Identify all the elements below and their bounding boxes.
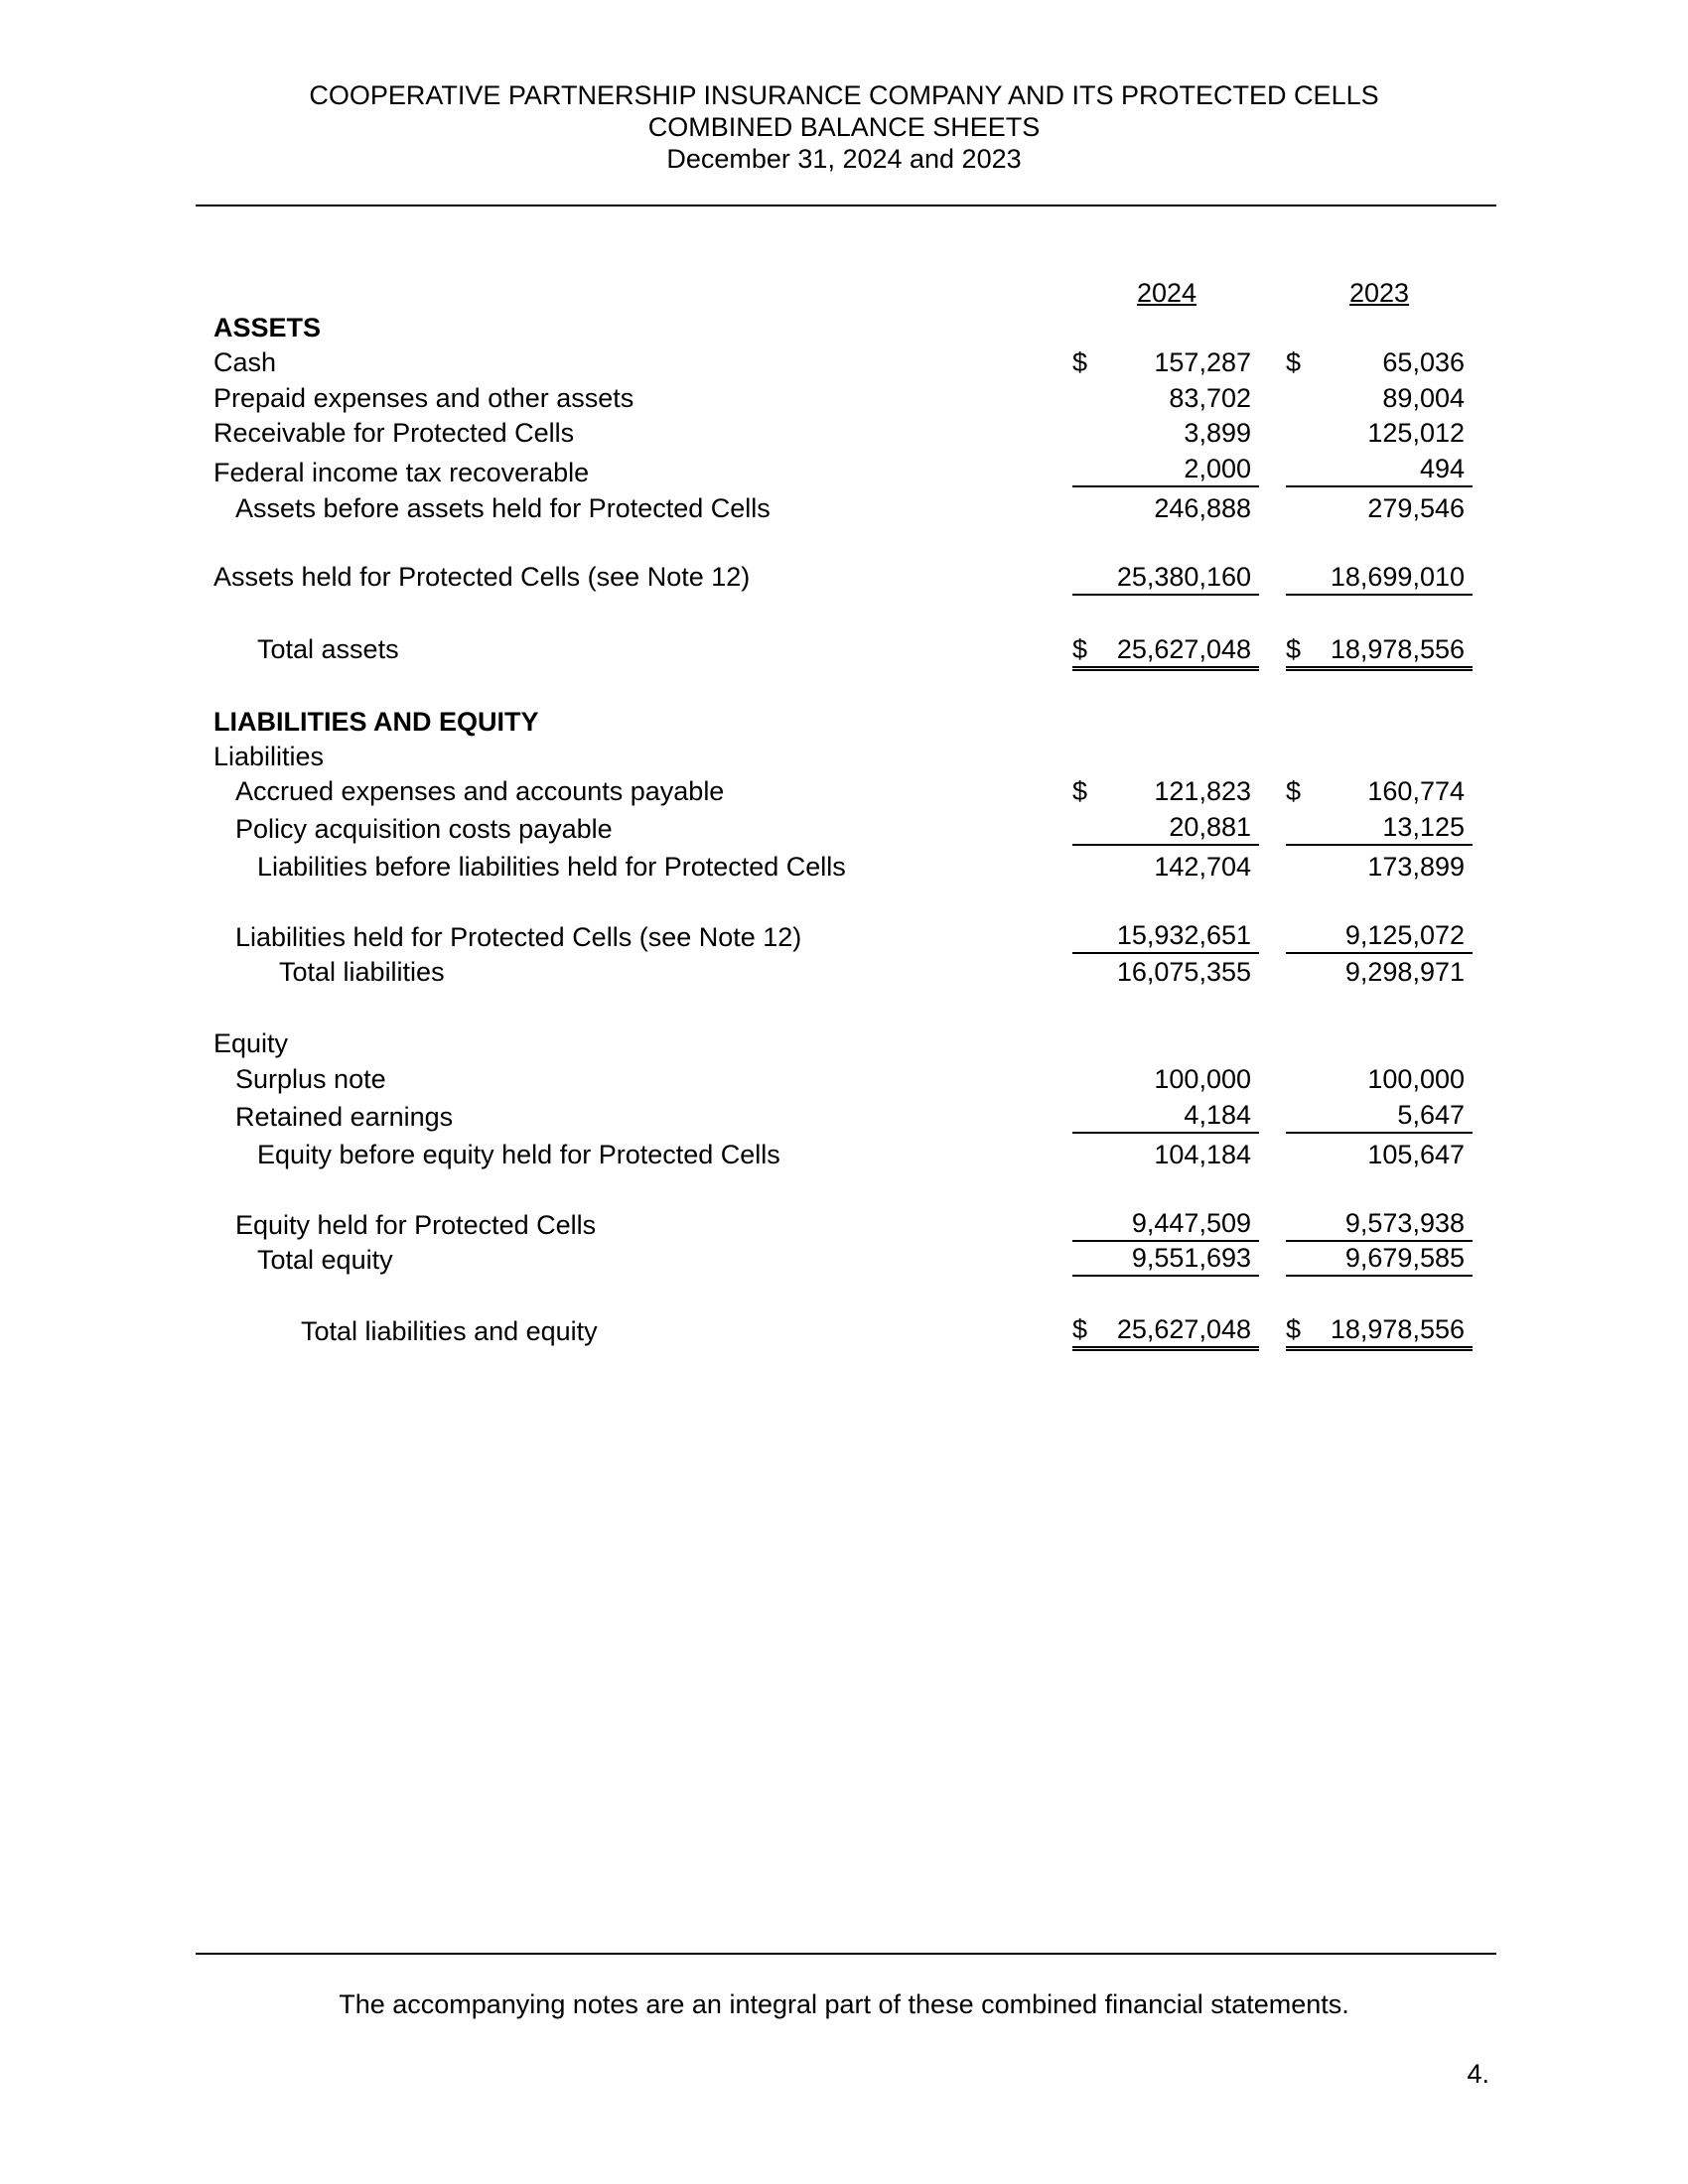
value-2023: 18,699,010 (1286, 560, 1473, 596)
value-2024: $ 121,823 (1072, 776, 1251, 806)
value-2023: 89,004 (1382, 383, 1465, 413)
value-2024: 9,551,693 (1072, 1241, 1259, 1277)
row-label: Cash (213, 347, 277, 377)
value-2023: 100,000 (1367, 1064, 1465, 1094)
table-row (0, 1062, 1688, 1096)
value-2024: 3,899 (1184, 418, 1251, 448)
row-label: Prepaid expenses and other assets (213, 383, 634, 413)
total-row (0, 955, 1688, 989)
assets-heading-row (0, 311, 1688, 344)
row-label: Liabilities held for Protected Cells (see Note 12) (235, 922, 802, 952)
subtotal-row (0, 850, 1688, 884)
row-label: Equity held for Protected Cells (235, 1210, 597, 1240)
row-label: Liabilities before liabilities held for Protected Cells (257, 852, 846, 882)
value-2024: 142,704 (1154, 852, 1251, 882)
statement-title: COMBINED BALANCE SHEETS (647, 112, 1041, 142)
assets-heading: ASSETS (213, 313, 322, 342)
value-2023: 125,012 (1367, 418, 1465, 448)
value-2023: 494 (1286, 452, 1473, 487)
value-2024: $ 157,287 (1072, 347, 1251, 377)
value-2023: 279,546 (1367, 493, 1465, 523)
row-label: Total assets (257, 634, 399, 664)
value-2023: 13,125 (1286, 810, 1473, 846)
statement-date: December 31, 2024 and 2023 (666, 144, 1022, 174)
subtotal-row (0, 491, 1688, 525)
value-2023: $ 160,774 (1286, 776, 1465, 806)
value-2024: $ 25,627,048 (1072, 1312, 1259, 1351)
liabilities-subheading: Liabilities (213, 742, 325, 771)
row-label: Surplus note (235, 1064, 386, 1094)
total-row (0, 1241, 1688, 1275)
table-row (0, 452, 1688, 485)
value-2024: 9,447,509 (1072, 1206, 1259, 1242)
value-2024: $ 25,627,048 (1072, 632, 1259, 671)
value-2024: 15,932,651 (1072, 918, 1259, 954)
row-label: Retained earnings (235, 1102, 454, 1132)
footer-rule (196, 1953, 1496, 1955)
row-label: Receivable for Protected Cells (213, 418, 575, 448)
table-row (0, 345, 1688, 379)
table-row (0, 416, 1688, 450)
footer-note: The accompanying notes are an integral part of these combined financial statements. (339, 1989, 1349, 2019)
value-2023: 9,679,585 (1286, 1241, 1473, 1277)
page-number: 4. (1467, 2059, 1489, 2089)
table-row (0, 774, 1688, 808)
value-2024: 20,881 (1072, 810, 1259, 846)
table-row (0, 381, 1688, 415)
column-header-2024: 2024 (1137, 278, 1197, 308)
value-2023: $ 18,978,556 (1286, 1312, 1473, 1351)
row-label: Total equity (257, 1245, 393, 1275)
value-2024: 16,075,355 (1116, 957, 1251, 987)
total-row (0, 632, 1688, 666)
table-row (0, 810, 1688, 844)
value-2024: 104,184 (1154, 1140, 1251, 1169)
liabilities-subheading-row (0, 740, 1688, 773)
value-2024: 25,380,160 (1072, 560, 1259, 596)
value-2023: 9,573,938 (1286, 1206, 1473, 1242)
liabilities-heading-row (0, 705, 1688, 739)
value-2023: $ 18,978,556 (1286, 632, 1473, 671)
row-label: Equity before equity held for Protected Cells (257, 1140, 780, 1169)
liabilities-equity-heading: LIABILITIES AND EQUITY (213, 707, 539, 737)
row-label: Assets before assets held for Protected Cells (235, 493, 771, 523)
value-2024: 246,888 (1154, 493, 1251, 523)
value-2024: 83,702 (1169, 383, 1251, 413)
value-2023: 9,125,072 (1286, 918, 1473, 954)
value-2023: 5,647 (1286, 1098, 1473, 1134)
column-headers (0, 276, 1688, 310)
table-row (0, 560, 1688, 594)
value-2023: 105,647 (1367, 1140, 1465, 1169)
value-2024: 2,000 (1072, 452, 1259, 487)
equity-subheading: Equity (213, 1028, 289, 1058)
column-header-2023: 2023 (1349, 278, 1410, 308)
header-rule (196, 205, 1496, 206)
value-2024: 4,184 (1072, 1098, 1259, 1134)
grand-total-row (0, 1312, 1688, 1346)
table-row (0, 1206, 1688, 1240)
company-title: COOPERATIVE PARTNERSHIP INSURANCE COMPANY AND ITS PROTECTED CELLS (309, 80, 1379, 110)
subtotal-row (0, 1138, 1688, 1171)
row-label: Federal income tax recoverable (213, 458, 590, 487)
row-label: Assets held for Protected Cells (see Note 12) (213, 562, 751, 592)
table-row (0, 918, 1688, 952)
row-label: Accrued expenses and accounts payable (235, 776, 725, 806)
value-2023: 9,298,971 (1344, 957, 1465, 987)
value-2024: 100,000 (1154, 1064, 1251, 1094)
value-2023: 173,899 (1367, 852, 1465, 882)
equity-subheading-row (0, 1026, 1688, 1060)
value-2023: $ 65,036 (1286, 347, 1465, 377)
table-row (0, 1098, 1688, 1132)
row-label: Total liabilities (279, 957, 445, 987)
row-label: Policy acquisition costs payable (235, 814, 613, 844)
row-label: Total liabilities and equity (301, 1316, 598, 1346)
